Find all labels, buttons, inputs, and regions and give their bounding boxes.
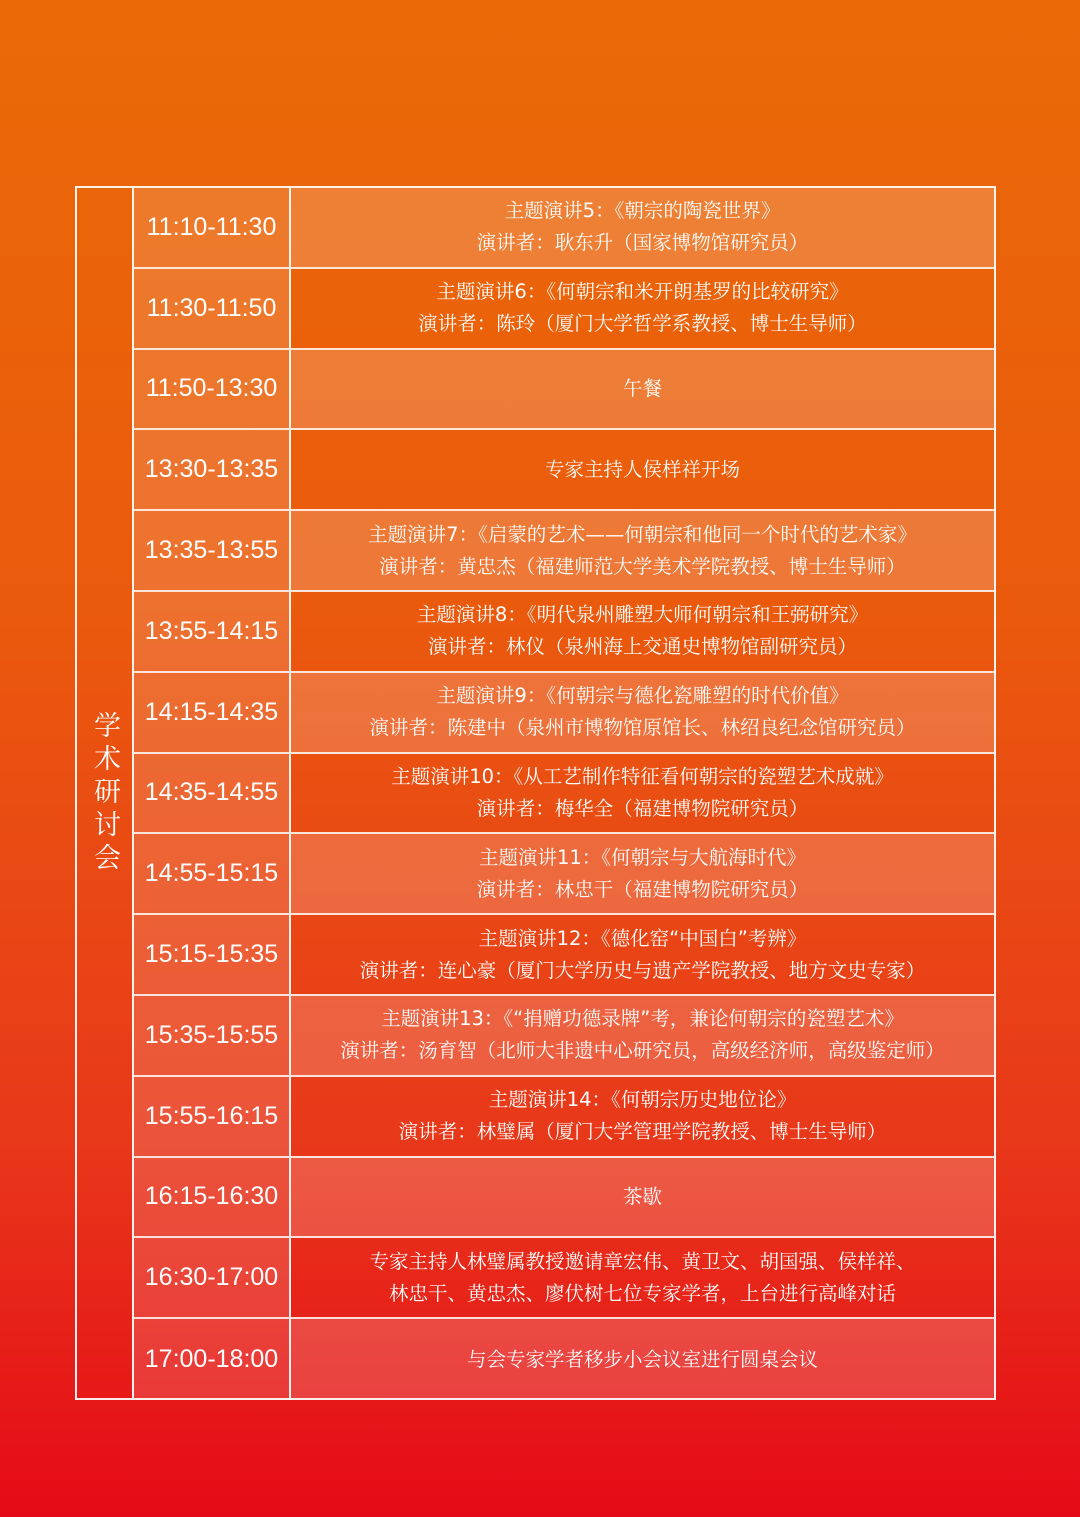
content-line-1: 主题演讲13：《“捐赠功德录牌”考，兼论何朝宗的瓷塑艺术》 (381, 1007, 904, 1031)
schedule-row (134, 1077, 994, 1158)
content-line-1: 主题演讲10：《从工艺制作特征看何朝宗的瓷塑艺术成就》 (391, 764, 894, 788)
content-cell (291, 1077, 994, 1156)
content-line-2: 演讲者：林璧属（厦门大学管理学院教授、博士生导师） (398, 1120, 887, 1144)
schedule-row (134, 834, 994, 915)
content-line-1: 午餐 (622, 376, 662, 400)
section-label: 学术研讨会 (89, 710, 120, 876)
time-cell: 13:30-13:35 (134, 430, 291, 509)
schedule-row (134, 188, 994, 269)
content-cell (291, 350, 994, 429)
time-cell: 15:35-15:55 (134, 996, 291, 1075)
schedule-row (134, 511, 994, 592)
content-line-2: 演讲者：林忠干（福建博物院研究员） (476, 877, 809, 901)
content-line-1: 主题演讲14：《何朝宗历史地位论》 (488, 1088, 797, 1112)
time-cell: 15:55-16:15 (134, 1077, 291, 1156)
time-cell: 11:50-13:30 (134, 350, 291, 429)
schedule-row (134, 350, 994, 431)
content-cell (291, 269, 994, 348)
content-line-2: 林忠干、黄忠杰、廖伏树七位专家学者，上台进行高峰对话 (388, 1281, 896, 1305)
content-cell (291, 996, 994, 1075)
content-line-2: 演讲者：耿东升（国家博物馆研究员） (476, 231, 809, 255)
schedule-row (134, 1319, 994, 1400)
content-line-2: 演讲者：连心豪（厦门大学历史与遗产学院教授、地方文史专家） (359, 958, 926, 982)
time-cell: 14:15-14:35 (134, 673, 291, 752)
content-cell (291, 1319, 994, 1400)
content-line-2: 演讲者：林仪（泉州海上交通史博物馆副研究员） (427, 635, 857, 659)
time-cell: 14:35-14:55 (134, 754, 291, 833)
schedule-row (134, 915, 994, 996)
schedule-rows (134, 188, 994, 1398)
schedule-row (134, 1158, 994, 1239)
time-cell: 15:15-15:35 (134, 915, 291, 994)
time-cell: 16:30-17:00 (134, 1238, 291, 1317)
content-line-2: 演讲者：陈建中（泉州市博物馆原馆长、林绍良纪念馆研究员） (369, 716, 916, 740)
content-line-1: 专家主持人林璧属教授邀请章宏伟、黄卫文、胡国强、侯样祥、 (369, 1249, 916, 1273)
section-cell (77, 188, 134, 1398)
time-cell: 13:35-13:55 (134, 511, 291, 590)
time-cell: 16:15-16:30 (134, 1158, 291, 1237)
content-line-2: 演讲者：陈玲（厦门大学哲学系教授、博士生导师） (418, 312, 867, 336)
content-line-1: 主题演讲11：《何朝宗与大航海时代》 (478, 845, 807, 869)
content-cell (291, 511, 994, 590)
content-cell (291, 754, 994, 833)
time-cell: 17:00-18:00 (134, 1319, 291, 1400)
content-line-2: 演讲者：汤育智（北师大非遗中心研究员，高级经济师，高级鉴定师） (340, 1039, 945, 1063)
content-line-1: 主题演讲7：《启蒙的艺术——何朝宗和他同一个时代的艺术家》 (368, 522, 917, 546)
schedule-row (134, 996, 994, 1077)
schedule-row (134, 673, 994, 754)
content-line-1: 茶歇 (622, 1184, 662, 1208)
content-cell (291, 1238, 994, 1317)
content-line-1: 专家主持人侯样祥开场 (544, 457, 740, 481)
time-cell: 11:10-11:30 (134, 188, 291, 267)
schedule-row (134, 430, 994, 511)
schedule-table (75, 186, 996, 1400)
schedule-row (134, 1238, 994, 1319)
content-line-2: 演讲者：梅华全（福建博物院研究员） (476, 796, 809, 820)
content-line-1: 主题演讲9：《何朝宗与德化瓷雕塑的时代价值》 (436, 684, 849, 708)
time-cell: 11:30-11:50 (134, 269, 291, 348)
schedule-row (134, 754, 994, 835)
content-cell (291, 915, 994, 994)
content-line-1: 主题演讲8：《明代泉州雕塑大师何朝宗和王弼研究》 (416, 603, 869, 627)
time-cell: 13:55-14:15 (134, 592, 291, 671)
content-cell (291, 1158, 994, 1237)
content-line-1: 主题演讲6：《何朝宗和米开朗基罗的比较研究》 (436, 280, 849, 304)
schedule-row (134, 269, 994, 350)
content-cell (291, 673, 994, 752)
schedule-row (134, 592, 994, 673)
content-line-1: 主题演讲5：《朝宗的陶瓷世界》 (504, 199, 781, 223)
content-line-1: 主题演讲12：《德化窑“中国白”考辨》 (478, 926, 807, 950)
content-cell (291, 592, 994, 671)
content-cell (291, 430, 994, 509)
time-cell: 14:55-15:15 (134, 834, 291, 913)
content-cell (291, 834, 994, 913)
content-line-1: 与会专家学者移步小会议室进行圆桌会议 (466, 1347, 818, 1371)
content-line-2: 演讲者：黄忠杰（福建师范大学美术学院教授、博士生导师） (379, 554, 906, 578)
content-cell (291, 188, 994, 267)
